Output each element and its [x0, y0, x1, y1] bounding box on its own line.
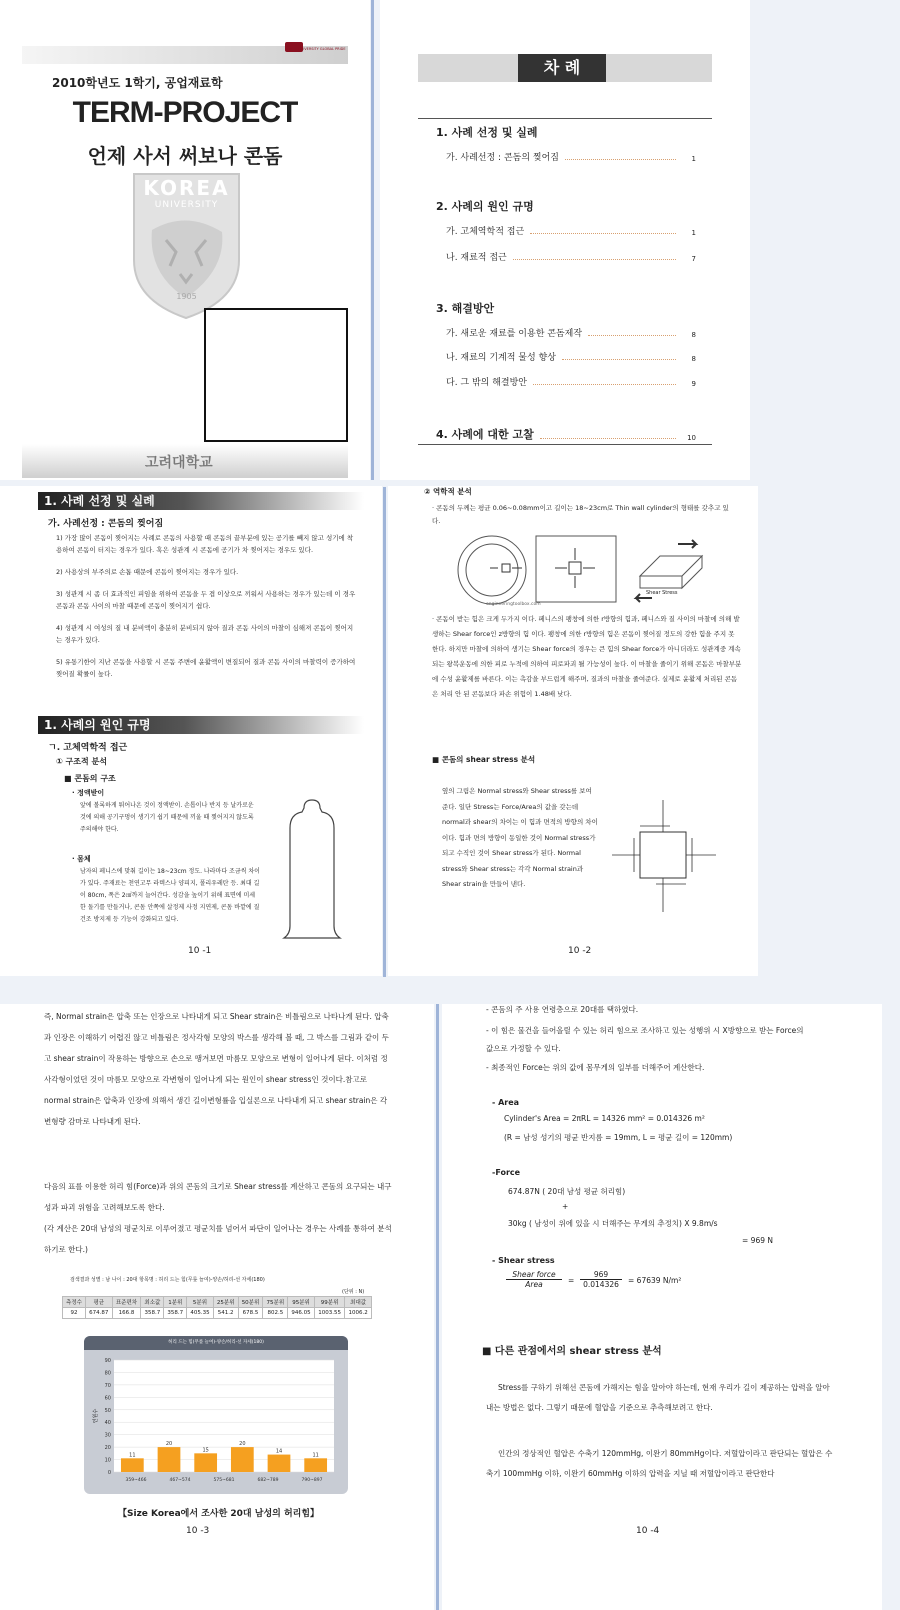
- table-header-row: [63, 1297, 372, 1308]
- chart-bar: [194, 1453, 217, 1472]
- section-heading-1: 1. 사례 선정 및 실례: [38, 492, 364, 510]
- toc-s4-label: 4. 사례에 대한 고찰: [436, 428, 534, 441]
- toc-s1a[interactable]: [446, 150, 696, 163]
- area-equation: Cylinder's Area = 2πRL = 14326 mm² = 0.014326 m²: [504, 1114, 705, 1123]
- case-item-3: 3) 성관계 시 좀 더 효과적인 피임을 위하여 콘돔을 두 겹 이상으로 끼워서 사용하는 경우가 있는데 이 경우 콘돔과 콘돔 사이의 마찰 때문에 콘돔이 찢어지기 쉽다.: [56, 590, 356, 610]
- chart-title: 허리 드는 힘(무릎 늘여)-양손/허리-선 자세(180): [168, 1340, 264, 1345]
- td: 1006.2: [345, 1308, 372, 1319]
- section-heading-2: 1. 사례의 원인 규명: [38, 716, 364, 734]
- shear-fraction-1: [506, 1270, 562, 1289]
- page-separator-v1: [371, 0, 374, 480]
- cover-footer-university: 고려대학교: [145, 455, 213, 471]
- toc-page: [380, 0, 750, 480]
- waist-force-table: [62, 1296, 372, 1319]
- table-unit: (단위 : N): [342, 1289, 365, 1295]
- td: 802.5: [263, 1308, 288, 1319]
- th: 95분위: [288, 1297, 315, 1308]
- x-tick-label: 682~789: [257, 1478, 279, 1483]
- th: 최대값: [345, 1297, 372, 1308]
- toc-s3c[interactable]: [446, 375, 696, 388]
- toc-s1a-page: 1: [691, 155, 696, 163]
- x-tick-label: 359~466: [125, 1478, 147, 1483]
- th: 1분위: [164, 1297, 187, 1308]
- toc-s4-page: 10: [687, 434, 696, 442]
- x-tick-label: 790~897: [301, 1478, 323, 1483]
- y-tick-label: 10: [104, 1457, 111, 1464]
- p6-line-2: - 이 힘은 물건을 들어올릴 수 있는 허리 힘으로 조사하고 있는 성행위 시 X방향으로 받는 Force의 값으로 가정할 수 있다.: [486, 1026, 804, 1053]
- bar-value-label: 15: [202, 1447, 209, 1454]
- part1-title: · 정액받이: [72, 789, 105, 797]
- toc-title: 차 례: [518, 54, 606, 82]
- y-tick-label: 80: [104, 1370, 111, 1377]
- stress-explanation: 옆의 그림은 Normal stress와 Shear stress를 보여준다. 일단 Stress는 Force/Area의 값을 갖는데 normal과 shear의 차이는 이 힘과 면적의 방향의 차이이다. 힘과 면의 방향이 동일한 것이 Normal stress가 되고 수직인 것이 Shear stress가 된다. Normal stress와 Shear stress는 각각 Normal strain과 Shear strain을 만들어 낸다.: [442, 787, 598, 888]
- th: 최소값: [141, 1297, 164, 1308]
- p6-line-1: - 콘돔의 주 사용 연령층으로 20대를 택하였다.: [486, 1005, 639, 1014]
- bar-value-label: 14: [275, 1448, 283, 1455]
- force-line-2: 30kg ( 남성이 위에 있을 시 더해주는 무게의 추정치) X 9.8m/s: [508, 1219, 718, 1228]
- bar-value-label: 11: [312, 1452, 319, 1459]
- td: 1003.55: [314, 1308, 344, 1319]
- td: 405.35: [187, 1308, 214, 1319]
- thin-wall-intro: · 콘돔의 두께는 평균 0.06~0.08mm이고 길이는 18~23cm로 Thin wall cylinder의 형태를 갖추고 있다.: [432, 504, 729, 525]
- case-item-1: 1) 가장 많이 콘돔이 찢어지는 사례로 콘돔의 사용할 때 콘돔의 끝부분에 있는 공기를 빼지 않고 성기에 착용하여 콘돔이 터지는 경우가 있다. 혹은 성관계 시 콘돔에 공기가 차 찢어지는 경우도 있다.: [56, 534, 354, 554]
- plot-area: [114, 1360, 334, 1472]
- toc-s3b[interactable]: [446, 350, 696, 363]
- y-tick-label: 60: [104, 1395, 111, 1402]
- toc-s2b-page: 7: [691, 255, 696, 263]
- part2-title: · 몸체: [72, 855, 91, 863]
- td: 92: [63, 1308, 86, 1319]
- calc-intro: 다음의 표를 이용한 허리 힘(Force)과 위의 콘돔의 크기로 Shear stress를 계산하고 콘돔의 요구되는 내구성과 파괴 위험을 고려해보도록 한다.: [44, 1182, 392, 1212]
- case-item-5: 5) 유통기한이 지난 콘돔을 사용할 시 콘돔 주변에 윤활액이 변질되어 질과 콘돔 사이의 마찰력이 증가하여 찢어질 확률이 높다.: [56, 658, 356, 678]
- th: 표준편차: [112, 1297, 141, 1308]
- blood-pressure-para-2: 인간의 정상적인 혈압은 수축기 120mmHg, 이완기 80mmHg이다. 저혈압이라고 판단되는 혈압은 수축기 100mmHg 이하, 이완기 60mmHg 이하의 압력을 지닐 때 저혈압이라고 판단한다: [486, 1449, 833, 1478]
- shear-numerator-value: 969: [580, 1270, 622, 1280]
- chart-frame: [84, 1336, 348, 1494]
- toc-s2a-page: 1: [691, 229, 696, 237]
- shear-result: = 67639 N/m²: [628, 1276, 682, 1285]
- calc-note: (각 계산은 20대 남성의 평균치로 이루어졌고 평균치를 넘어서 파단이 일어나는 경우는 사례를 통하여 분석하기로 한다.): [44, 1224, 392, 1254]
- chart-bar: [268, 1455, 291, 1472]
- force-plus: +: [562, 1202, 569, 1211]
- subsection-2a: ① 구조적 분석: [56, 757, 107, 766]
- toc-s3a[interactable]: [446, 326, 696, 339]
- td: 358.7: [164, 1308, 187, 1319]
- shear-equals: =: [568, 1276, 575, 1285]
- th: 99분위: [314, 1297, 344, 1308]
- toc-s3c-page: 9: [691, 380, 696, 388]
- toc-s4[interactable]: [436, 426, 696, 442]
- stress-element-figure: [452, 532, 712, 622]
- toc-s3a-label: 가. 새로운 재료를 이용한 콘돔제작: [446, 329, 583, 339]
- logo-small-text: KOREA UNIVERSITY GLOBAL PRIDE: [285, 47, 346, 51]
- stress-diagram: [610, 792, 730, 922]
- toc-s3a-page: 8: [691, 331, 696, 339]
- cover-subtitle: 언제 사서 써보나 콘돔: [87, 144, 283, 168]
- th: 75분위: [263, 1297, 288, 1308]
- force-line-1: 674.87N ( 20대 남성 평균 허리힘): [508, 1187, 626, 1196]
- td: 541.2: [213, 1308, 238, 1319]
- seal-korea-text: KOREA: [143, 176, 230, 200]
- toc-s3b-page: 8: [691, 355, 696, 363]
- td: 358.7: [141, 1308, 164, 1319]
- y-tick-label: 70: [104, 1382, 111, 1389]
- figure-source: engineeringtoolbox.com: [486, 602, 541, 607]
- structure-bullet: ■ 콘돔의 구조: [64, 774, 116, 783]
- waist-force-chart: [92, 1354, 340, 1490]
- condom-outline-figure: [282, 798, 342, 948]
- page-footer-10-3: 10 -3: [186, 1526, 210, 1536]
- y-tick-label: 0: [107, 1470, 111, 1476]
- cover-year-course: 2010학년도 1학기, 공업재료학: [52, 76, 223, 90]
- cover-title: TERM-PROJECT: [72, 96, 298, 129]
- th: 50분위: [238, 1297, 263, 1308]
- university-seal: [130, 170, 243, 320]
- chart-bar: [231, 1447, 254, 1472]
- toc-s3: 3. 해결방안: [436, 302, 495, 315]
- y-tick-label: 30: [104, 1432, 111, 1439]
- y-tick-label: 20: [104, 1445, 111, 1452]
- page-separator-v2: [383, 487, 386, 977]
- seal-year-text: 1905: [176, 292, 197, 301]
- td: 678.5: [238, 1308, 263, 1319]
- toc-s2: 2. 사례의 원인 규명: [436, 200, 534, 213]
- td: 674.87: [85, 1308, 112, 1319]
- other-view-bullet: ■ 다른 관점에서의 shear stress 분석: [482, 1346, 662, 1357]
- table-row: [63, 1308, 372, 1319]
- bar-value-label: 11: [129, 1452, 136, 1459]
- toc-rule-bottom: [418, 444, 712, 445]
- part2-text: 남자의 페니스에 맞춰 길이는 18~23cm 정도. 나라마다 조금씩 차이가 있다. 주재료는 천연고무 라텍스나 양피지, 폴리우레탄 등. 최대 길이 80cm, 폭은 2㎠까지 늘어간다. 성감을 높이기 위해 표면에 미세한 돌기를 만들거나, 콘돔 안쪽에 살정제 사정 지연제, 콘돔 바깥에 질 건조 방지제 등 기능이 강화되고 있다.: [80, 868, 260, 923]
- page-footer-10-2: 10 -2: [568, 946, 592, 956]
- toc-s3c-label: 다. 그 밖의 해결방안: [446, 378, 527, 388]
- td: 166.8: [112, 1308, 141, 1319]
- th: 25분위: [213, 1297, 238, 1308]
- td: 946.05: [288, 1308, 315, 1319]
- table-caption: 검색결과 성별 : 남 나이 : 20대 항목명 : 허리 드는 힘(무릎 늘여)-양손/허리-선 자세(180): [70, 1277, 265, 1283]
- case-list: [56, 532, 356, 680]
- area-note: (R = 남성 성기의 평균 반지름 = 19mm, L = 평균 길이 = 120mm): [504, 1133, 733, 1142]
- x-tick-label: 467~574: [169, 1478, 191, 1483]
- seal-university-text: UNIVERSITY: [154, 200, 219, 210]
- cover-page: [0, 0, 370, 480]
- shear-fraction-2: [580, 1270, 622, 1289]
- subsection-2: ㄱ. 고체역학적 접근: [48, 743, 128, 753]
- y-axis-label: 인원수: [93, 1408, 99, 1424]
- shear-numerator: Shear force: [506, 1270, 562, 1280]
- y-tick-label: 90: [104, 1358, 111, 1364]
- bar-value-label: 20: [239, 1441, 246, 1448]
- chart-bar: [304, 1458, 327, 1472]
- page-separator-v3: [436, 1004, 439, 1610]
- page-10-3: [0, 1004, 434, 1610]
- page-10-2: [388, 486, 758, 976]
- chart-bar: [121, 1458, 144, 1472]
- shear-stress-bullet: ■ 콘돔의 shear stress 분석: [432, 755, 536, 764]
- chart-caption: 【Size Korea에서 조사한 20대 남성의 허리힘】: [118, 1509, 320, 1519]
- bar-value-label: 20: [165, 1441, 173, 1448]
- case-item-2: 2) 사용상의 부주의로 손톱 때문에 콘돔이 찢어지는 경우가 있다.: [56, 568, 239, 576]
- subsection-1: 가. 사례선정 : 콘돔의 찢어짐: [48, 519, 164, 529]
- y-tick-label: 50: [104, 1407, 111, 1414]
- shear-denominator: Area: [525, 1280, 543, 1289]
- y-tick-label: 40: [104, 1420, 111, 1427]
- shear-stress-label: Shear Stress: [646, 590, 678, 596]
- toc-s2b-label: 나. 재료적 접근: [446, 253, 507, 263]
- toc-s3b-label: 나. 재료의 기계적 물성 향상: [446, 353, 556, 363]
- university-logo: [285, 37, 349, 51]
- toc-s2a-label: 가. 고체역학적 접근: [446, 227, 525, 237]
- cover-photo-box: [204, 308, 348, 442]
- case-item-4: 4) 성관계 시 여성의 질 내 분비액이 충분히 분비되지 않아 질과 콘돔 사이의 마찰이 심해져 콘돔이 찢어지는 경우가 있다.: [56, 624, 354, 644]
- chart-bar: [158, 1447, 181, 1472]
- page-footer-10-4: 10 -4: [636, 1526, 660, 1536]
- shear-heading: - Shear stress: [492, 1256, 555, 1265]
- toc-s1: 1. 사례 선정 및 실례: [436, 126, 538, 139]
- th: 5분위: [187, 1297, 214, 1308]
- strain-explanation: 즉, Normal strain은 압축 또는 인장으로 나타내게 되고 Shear strain은 비틀림으로 나타나게 된다. 압축과 인장은 이해하기 어렵진 않고 비틀림은 정사각형 모양의 박스를 생각해 볼 때, 그 박스를 그림과 같이 두고 shear strain이 작용하는 방향으로 손으로 땡겨보면 마름모 모양으로 변형이 일어나게 된다. 이처럼 정사각형이었던 것이 마름모 모양으로 각변형이 일어나게 되는 원인이 shear stress인 것이다.참고로 normal strain은 압축과 인장에 의해서 생긴 길이변형률을 입실론으로 나타내게 되고 shear strain은 각변형량 감마로 나타내게 된다.: [44, 1012, 389, 1126]
- x-tick-label: 575~681: [213, 1478, 235, 1483]
- part1-text: 앞에 볼록하게 튀어나온 것이 정액받이. 손톱이나 반지 등 날카로운 것에 의해 공기구멍이 생기기 쉽기 때문에 끼울 때 찢어지지 않도록 주의해야 한다.: [80, 802, 254, 833]
- area-heading: - Area: [492, 1098, 520, 1107]
- page-10-1: [0, 486, 382, 976]
- p6-line-3: - 최종적인 Force는 위의 값에 몸무게의 일부를 더해주어 계산한다.: [486, 1063, 705, 1072]
- toc-s2a[interactable]: [446, 224, 696, 237]
- th: 측정수: [63, 1297, 86, 1308]
- force-heading: -Force: [492, 1168, 521, 1177]
- th: 평균: [85, 1297, 112, 1308]
- toc-s1a-label: 가. 사례선정 : 콘돔의 찢어짐: [446, 153, 559, 163]
- blood-pressure-para-1: Stress를 구하기 위해선 콘돔에 가해지는 힘을 알아야 하는데, 현재 우리가 길이 제공하는 압력을 알아내는 방법은 없다. 그렇기 때문에 혈압을 기준으로 추측해보려고 한다.: [486, 1383, 830, 1412]
- force-result: = 969 N: [742, 1236, 773, 1245]
- shear-denominator-value: 0.014326: [583, 1280, 619, 1289]
- force-analysis-text: · 콘돔이 받는 힘은 크게 두가지 이다. 페니스의 팽창에 의한 r방향의 힘과, 페니스와 질 사이의 마찰에 의해 발생하는 Shear force인 z방향의 힘 이다. 팽창에 의한 r방향의 힘은 콘돔이 찢어질 정도의 강한 힘을 주지 못 한다. 하지만 마찰에 의하여 생기는 Shear force의 경우는 큰 힘의 Shear force가 아니더라도 성관계중 계속되는 왕복운동에 의한 피로 누적에 의하여 피로파괴 될 가능성이 높다. 이 마찰을 줄이기 위해 콘돔은 마찰부분에 수성 윤활제를 바른다. 이는 촉감을 부드럽게 해주며, 질과의 마찰을 줄여준다. 실제로 윤활제 처리된 콘돔은 처리 안 된 콘돔보다 파손 위험이 1.48배 낮다.: [432, 615, 742, 698]
- mech-analysis-title: ② 역학적 분석: [424, 487, 472, 496]
- page-footer-10-1: 10 -1: [188, 946, 212, 956]
- toc-s2b[interactable]: [446, 250, 696, 263]
- page-10-4: [442, 1004, 882, 1610]
- toc-rule-top: [418, 118, 712, 119]
